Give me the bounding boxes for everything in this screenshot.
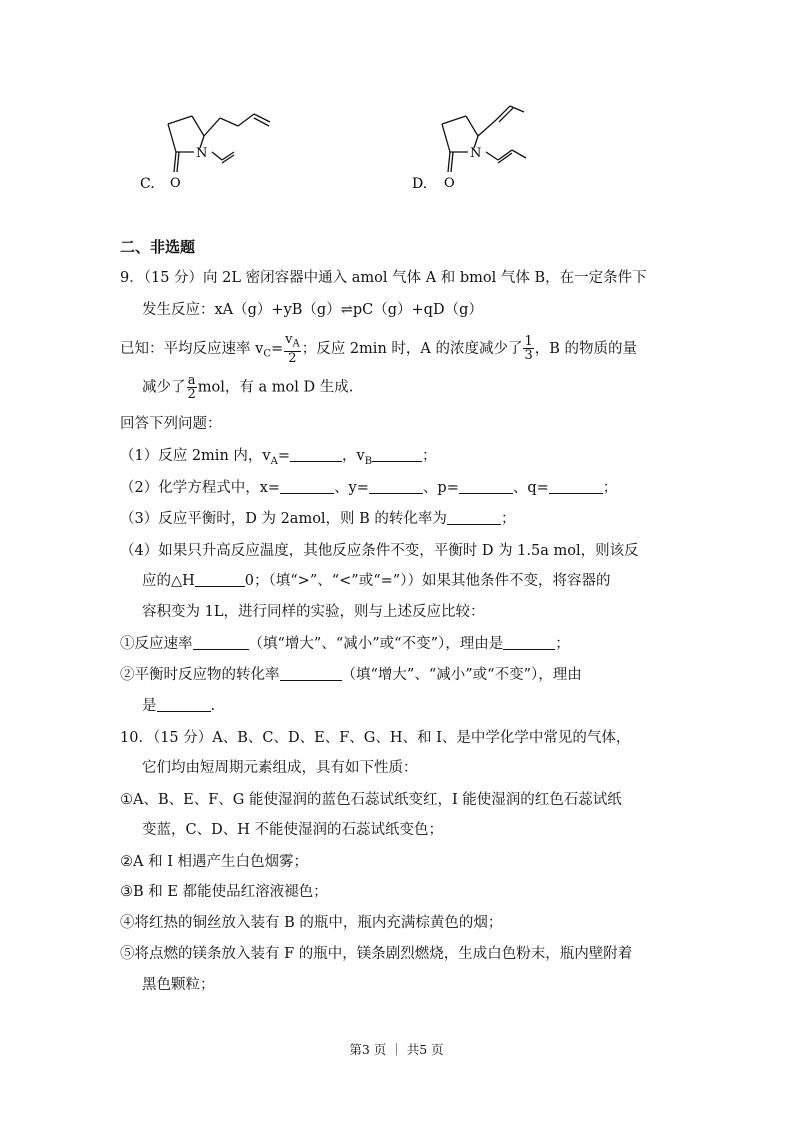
frac-num: 1	[524, 334, 533, 350]
option-label: C.	[140, 176, 155, 192]
s2-end: ；	[602, 480, 618, 496]
q9-c2-line2	[142, 696, 215, 716]
c2-pre: ②平衡时反应物的转化率	[120, 667, 280, 683]
q10-p2: ②A 和 I 相遇产生白色烟雾；	[120, 854, 309, 870]
q10-p5-line1: ⑤将点燃的镁条放入装有 F 的瓶中，镁条剧烈燃烧，生成白色粉末，瓶内壁附着	[120, 946, 633, 962]
q9-sub4-line1: （4）如果只升高反应温度，其他反应条件不变，平衡时 D 为 1.5a mol，则该反	[120, 543, 639, 559]
s2-p: 、p=	[422, 480, 459, 496]
q10-line2: 它们均由短周期元素组成，具有如下性质：	[142, 760, 418, 776]
answer-blank[interactable]	[372, 447, 422, 462]
s2-pre: （2）化学方程式中，x=	[120, 480, 281, 496]
answer-blank[interactable]	[157, 697, 211, 712]
sub-b: B	[364, 455, 373, 467]
known-mid: ；反应 2min 时，A 的浓度减少了	[301, 340, 523, 357]
s3-end: ；	[500, 511, 516, 527]
c1-pre: ①反应速率	[120, 636, 193, 652]
c2-line2-end: .	[210, 698, 216, 714]
o-atom: O	[444, 176, 455, 191]
equals-sign: =	[277, 448, 290, 464]
fraction-a-over-2	[187, 374, 197, 401]
c1-post: （填“增大”、“减小”或“不变”），理由是	[248, 636, 504, 652]
answer-blank[interactable]	[280, 479, 334, 494]
option-label: D.	[412, 176, 428, 192]
q10-p5-line2: 黑色颗粒；	[142, 977, 215, 993]
q10-p3: ③B 和 E 都能使品红溶液褪色；	[120, 884, 328, 900]
page-footer: 第3 页 ｜ 共5 页	[349, 1042, 444, 1057]
fraction-one-third	[523, 335, 533, 362]
s2-q: 、q=	[512, 480, 549, 496]
q10-p4: ④将红热的铜丝放入装有 B 的瓶中，瓶内充满棕黄色的烟；	[120, 915, 503, 931]
q9-line4	[142, 374, 353, 401]
s1-pre: （1）反应 2min 内，v	[120, 448, 271, 464]
q9-known-line	[120, 333, 637, 365]
s4-post: 0；（填“>”、“<”或“=”））如果其他条件不变，将容器的	[244, 573, 611, 589]
answer-blank[interactable]	[369, 479, 423, 494]
answer-blank[interactable]	[193, 635, 249, 650]
q9-sub4-line3: 容积变为 1L，进行同样的实验，则与上述反应比较：	[142, 604, 485, 620]
answer-blank[interactable]	[447, 510, 501, 525]
answer-blank[interactable]	[549, 479, 603, 494]
answer-blank[interactable]	[195, 572, 245, 587]
section-heading: 二、非选题	[120, 238, 196, 256]
structure-d	[400, 96, 560, 200]
n-atom: N	[196, 146, 208, 161]
q9-c2	[120, 665, 582, 685]
line4-pre: 减少了	[142, 379, 186, 396]
known-post: ，B 的物质的量	[534, 340, 638, 357]
known-pre: 已知：平均反应速率 v	[120, 340, 264, 357]
structure-c	[130, 100, 290, 200]
frac-den: 2	[187, 387, 196, 402]
s2-y: 、y=	[334, 480, 369, 496]
c1-end: ；	[555, 636, 570, 652]
s1-end: ；	[422, 448, 437, 464]
q9-sub2	[120, 478, 617, 498]
equals-sign: =	[270, 340, 284, 357]
frac-num-sub: A	[292, 338, 300, 350]
frac-num: v	[285, 332, 293, 347]
s1-mid: ，v	[341, 448, 365, 464]
q10-p1-line1: ①A、B、E、F、G 能使湿润的蓝色石蕊试纸变红，I 能使湿润的红色石蕊试纸	[120, 792, 622, 808]
line4-post: mol，有 a mol D 生成.	[197, 379, 354, 396]
frac-den: 3	[524, 348, 533, 364]
q9-c1	[120, 634, 570, 654]
o-atom: O	[170, 176, 181, 191]
answer-blank[interactable]	[290, 447, 342, 462]
c2-line2-pre: 是	[142, 698, 157, 714]
frac-den: 2	[288, 350, 297, 366]
answer-blank[interactable]	[280, 666, 342, 681]
q9-prompt: 回答下列问题：	[120, 416, 222, 432]
sub-a: A	[270, 455, 278, 467]
s3-pre: （3）反应平衡时，D 为 2amol，则 B 的转化率为	[120, 511, 447, 527]
c2-post: （填“增大”、“减小”或“不变”），理由	[341, 667, 582, 683]
q9-line2: 发生反应：xA（g）+yB（g）⇌pC（g）+qD（g）	[142, 302, 483, 318]
q9-sub1	[120, 446, 437, 472]
q9-line1: 9．（15 分）向 2L 密闭容器中通入 amol 气体 A 和 bmol 气体 B，在一定条件下	[120, 270, 647, 286]
q10-p1-line2: 变蓝，C、D、H 不能使湿润的石蕊试纸变色；	[142, 822, 443, 838]
sub-c: C	[263, 348, 271, 360]
q10-line1: 10．（15 分）A、B、C、D、E、F、G、H、和 I、是中学化学中常见的气体，	[120, 730, 631, 746]
frac-num: a	[187, 373, 196, 388]
n-atom: N	[470, 146, 482, 161]
s4-pre: 应的△H	[142, 573, 195, 589]
answer-blank[interactable]	[503, 635, 555, 650]
q9-sub3	[120, 509, 515, 529]
answer-blank[interactable]	[459, 479, 513, 494]
q9-sub4-line2	[142, 571, 610, 591]
fraction-va-over-2	[284, 333, 301, 365]
